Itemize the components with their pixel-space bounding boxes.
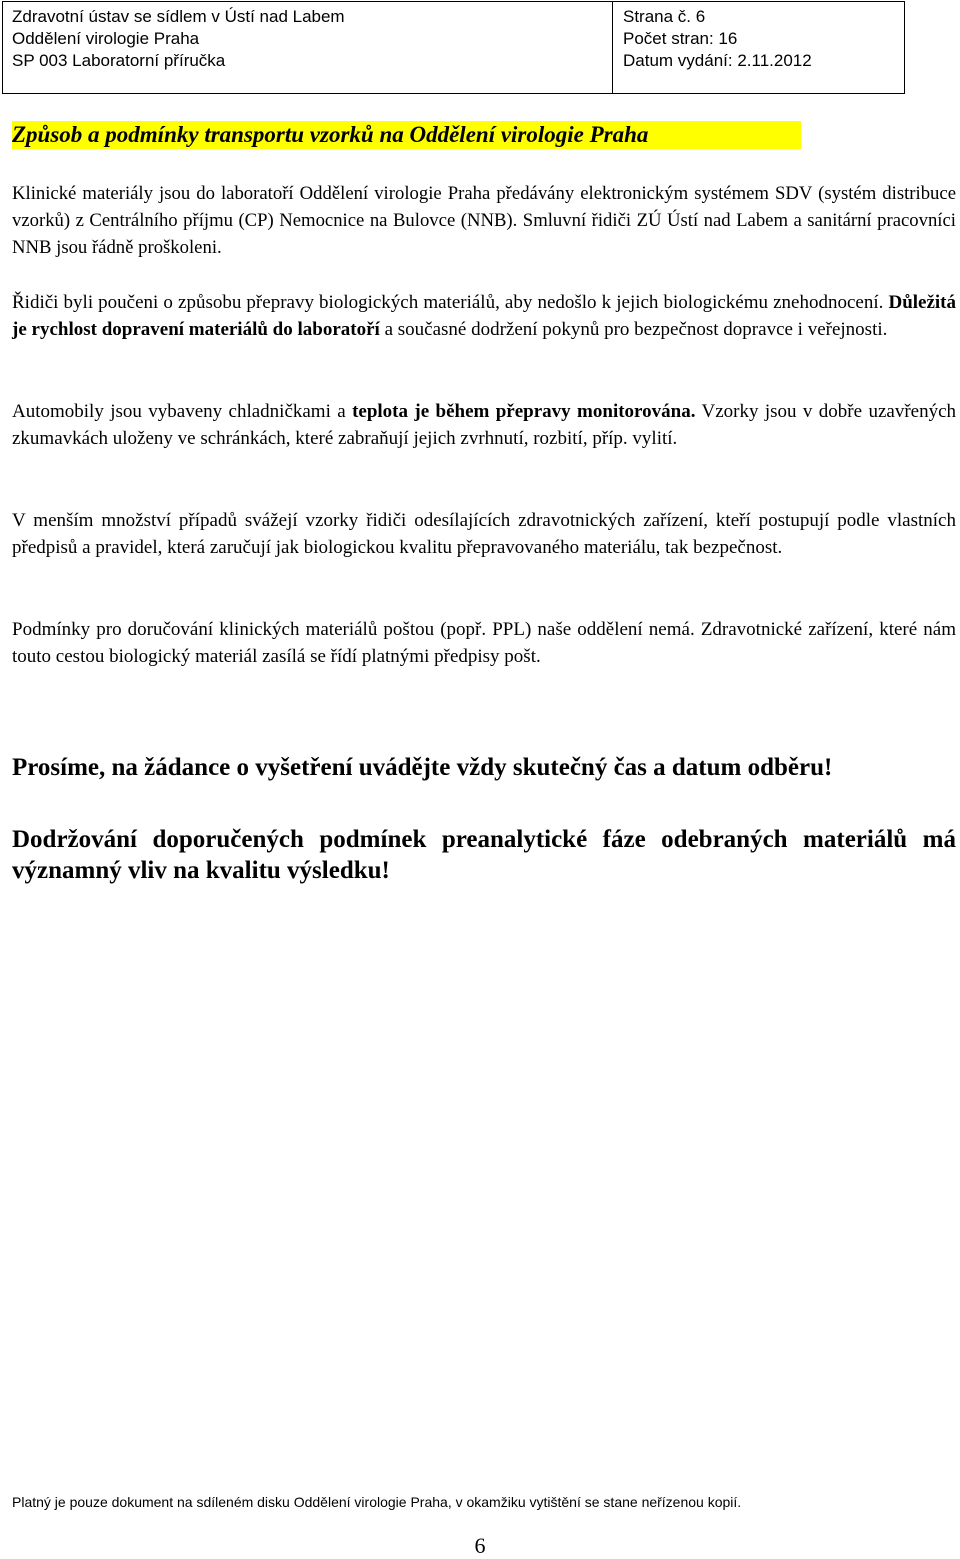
intro-text: Klinické materiály jsou do laboratoří Oddělení virologie Praha předávány elektronickým systémem SDV (systém distribuce vzorků) z Centrálního příjmu (CP) Nemocnice na Bulovce (NNB). Smluvní řidiči ZÚ Ústí nad Labem a sanitární pracovníci NNB jsou řádně proškoleni. [12, 183, 956, 259]
notice-date-text: Prosíme, na žádance o vyšetření uvádějte vždy skutečný čas a datum odběru! [12, 754, 833, 781]
page-number: 6 [474, 1533, 486, 1558]
mail-text: Podmínky pro doručování klinických materiálů poštou (popř. PPL) naše oddělení nemá. Zdravotnické zařízení, které nám touto cestou biologický materiál zasílá se řídí platnými předpisy pošt. [12, 619, 956, 668]
notice-date [12, 752, 956, 783]
drivers-emphasis: Důležitá je rychlost dopravení materiálů do laboratoří [12, 292, 957, 341]
cars-text-2: Vzorky jsou v dobře uzavřených zkumavkách uloženy ve schránkách, které zabraňují jejich zvrhnutí, rozbití, příp. vylití. [12, 401, 957, 450]
paragraph-drivers [12, 289, 956, 343]
issue-date: Datum vydání: 2.11.2012 [623, 51, 812, 70]
drivers-text-2: a současné dodržení pokynů pro bezpečnost dopravce i veřejnosti. [384, 319, 888, 341]
drivers-text: Řidiči byli poučeni o způsobu přepravy biologických materiálů, aby nedošlo k jejich biologickému znehodnocení. [12, 292, 884, 313]
page-footer: Platný je pouze dokument na sdíleném disku Oddělení virologie Praha, v okamžiku vytištění se stane neřízenou kopií. [12, 1494, 742, 1510]
cars-text: Automobily jsou vybaveny chladničkami a [12, 401, 346, 422]
notice-quality [12, 824, 956, 886]
institution-name: Zdravotní ústav se sídlem v Ústí nad Labem [12, 7, 345, 26]
page-label: Strana č. 6 [623, 7, 706, 26]
cars-emphasis: teplota je během přepravy monitorována. [352, 401, 696, 422]
page-count: Počet stran: 16 [623, 29, 738, 48]
header-left [3, 2, 613, 93]
section-title: Způsob a podmínky transportu vzorků na Oddělení virologie Praha [12, 121, 801, 149]
document-name: SP 003 Laboratorní příručka [12, 51, 226, 70]
document-header [2, 1, 905, 94]
header-right [613, 2, 904, 93]
small-cases-text: V menším množství případů svážejí vzorky řidiči odesílajících zdravotnických zařízení, kteří postupují podle vlastních předpisů a pravidel, která zaručují jak biologickou kvalitu přepravovaného materiálu, tak bezpečnost. [12, 510, 956, 559]
paragraph-mail [12, 616, 956, 670]
paragraph-intro [12, 180, 956, 262]
notice-quality-text: Dodržování doporučených podmínek preanalytické fáze odebraných materiálů má významný vliv na kvalitu výsledku! [12, 826, 956, 884]
department-name: Oddělení virologie Praha [12, 29, 200, 48]
paragraph-cars [12, 398, 956, 452]
paragraph-small-cases [12, 507, 956, 561]
